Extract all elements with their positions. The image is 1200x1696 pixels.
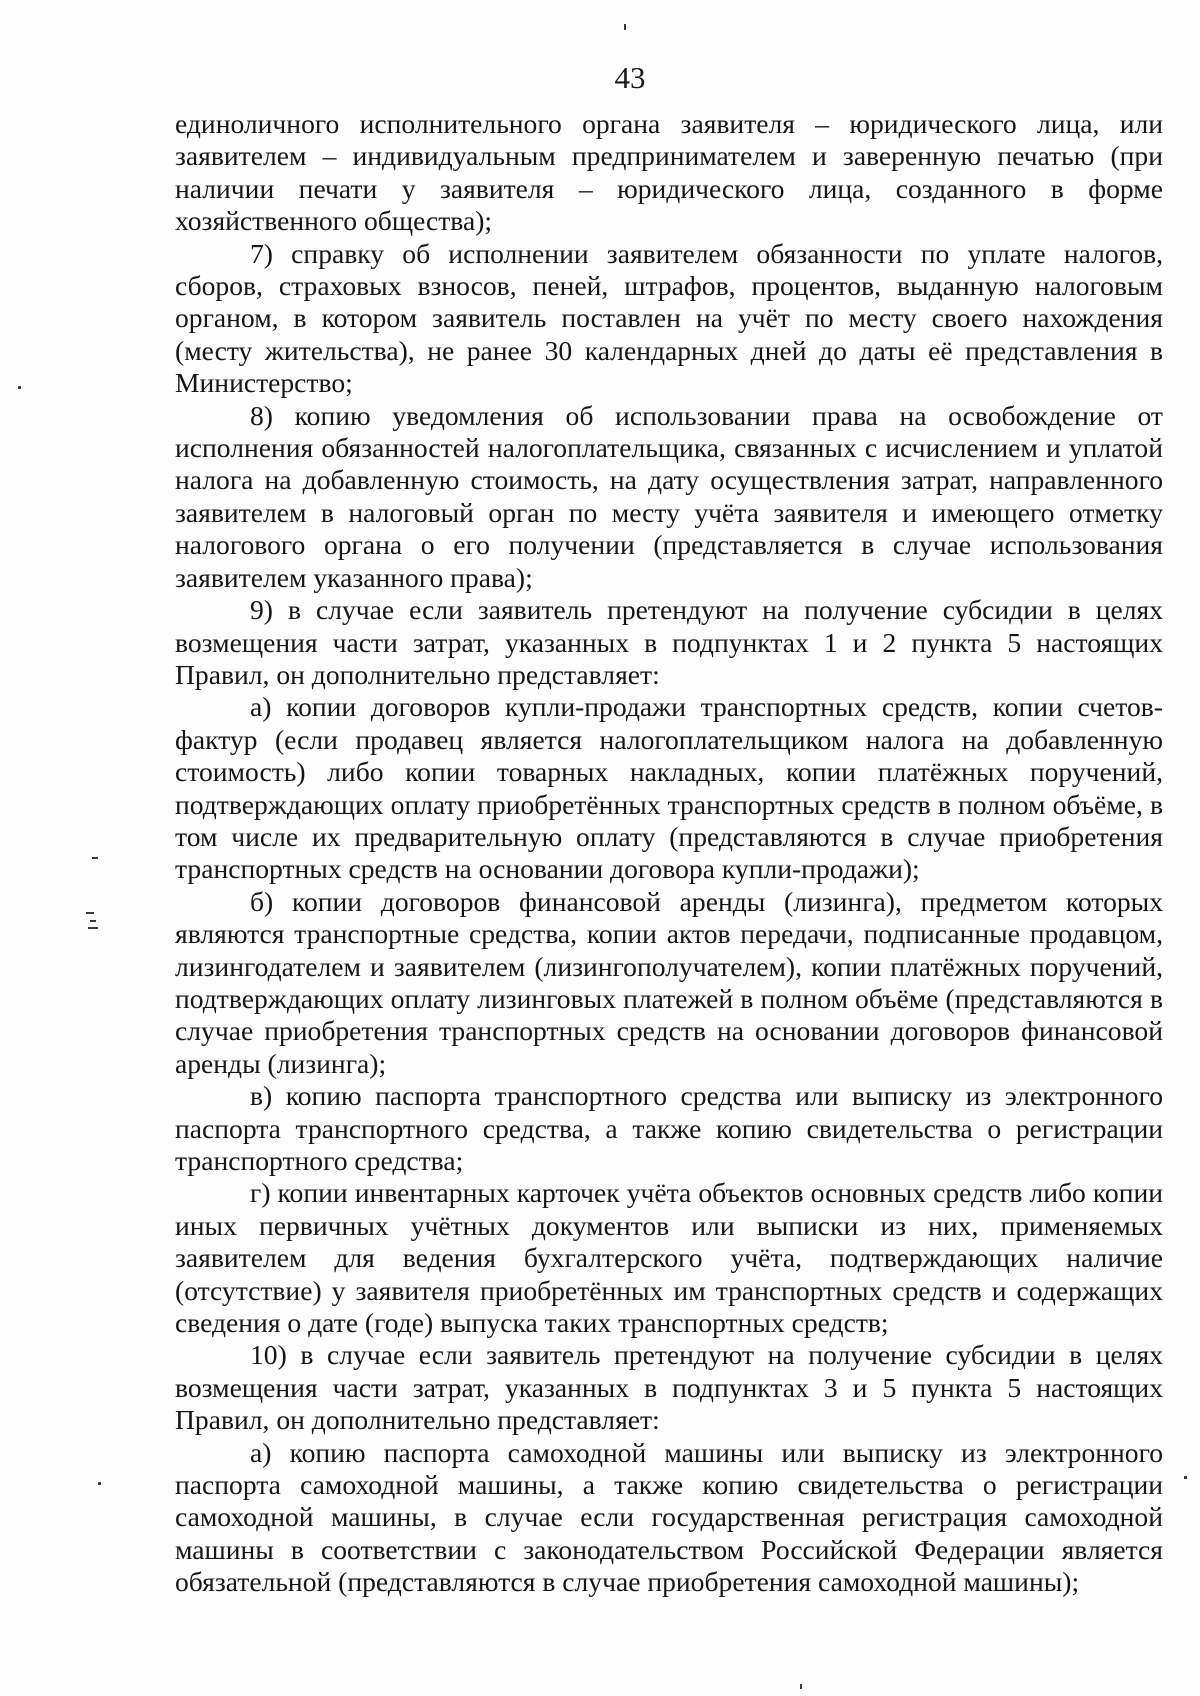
page-number: 43 [614,60,646,95]
scan-speck [624,24,626,30]
paragraph-item-9a: а) копии договоров купли-продажи транспортных средств, копии счетов-фактур (если продавец является налогоплательщиком налога на добавленную стоимость) либо копии товарных накладных, копии платёжных поручений, подтверждающих оплату приобретённых транспортных средств в полном объёме, в том числе их предварительную оплату (представляются в случае приобретения транспортных средств на основании договора купли-продажи); [175,691,1163,885]
paragraph-continuation: единоличного исполнительного органа заявителя – юридического лица, или заявителем – индивидуальным предпринимателем и заверенную печатью (при наличии печати у заявителя – юридического лица, созданного в форме хозяйственного общества); [175,108,1163,237]
scan-speck [1184,1476,1187,1479]
paragraph-item-9g: г) копии инвентарных карточек учёта объектов основных средств либо копии иных первичных учётных документов или выписки из них, применяемых заявителем для ведения бухгалтерского учёта, подтверждающих наличие (отсутствие) у заявителя приобретённых им транспортных средств и содержащих сведения о дате (годе) выпуска таких транспортных средств; [175,1177,1163,1339]
scan-speck [86,912,94,914]
paragraph-item-9: 9) в случае если заявитель претендуют на получение субсидии в целях возмещения части затрат, указанных в подпунктах 1 и 2 пункта 5 настоящих Правил, он дополнительно представляет: [175,594,1163,690]
paragraph-item-10a: а) копию паспорта самоходной машины или выписку из электронного паспорта самоходной машины, а также копию свидетельства о регистрации самоходной машины, в случае если государственная регистрация самоходной машины в соответствии с законодательством Российской Федерации является обязательной (представляются в случае приобретения самоходной машины); [175,1436,1163,1598]
paragraph-item-9v: в) копию паспорта транспортного средства или выписку из электронного паспорта транспортного средства, а также копию свидетельства о регистрации транспортного средства; [175,1080,1163,1176]
scan-speck [98,1482,101,1485]
document-body [175,108,1163,1599]
scan-speck [88,927,98,929]
scan-speck [800,1684,802,1689]
paragraph-item-10: 10) в случае если заявитель претендуют на получение субсидии в целях возмещения части затрат, указанных в подпунктах 3 и 5 пункта 5 настоящих Правил, он дополнительно представляет: [175,1339,1163,1436]
scan-speck [18,386,21,389]
scan-speck [90,920,96,922]
paragraph-item-8: 8) копию уведомления об использовании права на освобождение от исполнения обязанностей налогоплательщика, связанных с исчислением и уплатой налога на добавленную стоимость, на дату осуществления затрат, направленного заявителем в налоговый орган по месту учёта заявителя и имеющего отметку налогового органа о его получении (представляется в случае использования заявителем указанного права); [175,399,1163,593]
scan-speck [92,857,98,859]
paragraph-item-7: 7) справку об исполнении заявителем обязанности по уплате налогов, сборов, страховых взносов, пеней, штрафов, процентов, выданную налоговым органом, в котором заявитель поставлен на учёт по месту своего нахождения (месту жительства), не ранее 30 календарных дней до даты её представления в Министерство; [175,237,1163,399]
paragraph-item-9b: б) копии договоров финансовой аренды (лизинга), предметом которых являются транспортные средства, копии актов передачи, подписанные продавцом, лизингодателем и заявителем (лизингополучателем), копии платёжных поручений, подтверждающих оплату лизинговых платежей в полном объёме (представляются в случае приобретения транспортных средств на основании договоров финансовой аренды (лизинга); [175,885,1163,1079]
